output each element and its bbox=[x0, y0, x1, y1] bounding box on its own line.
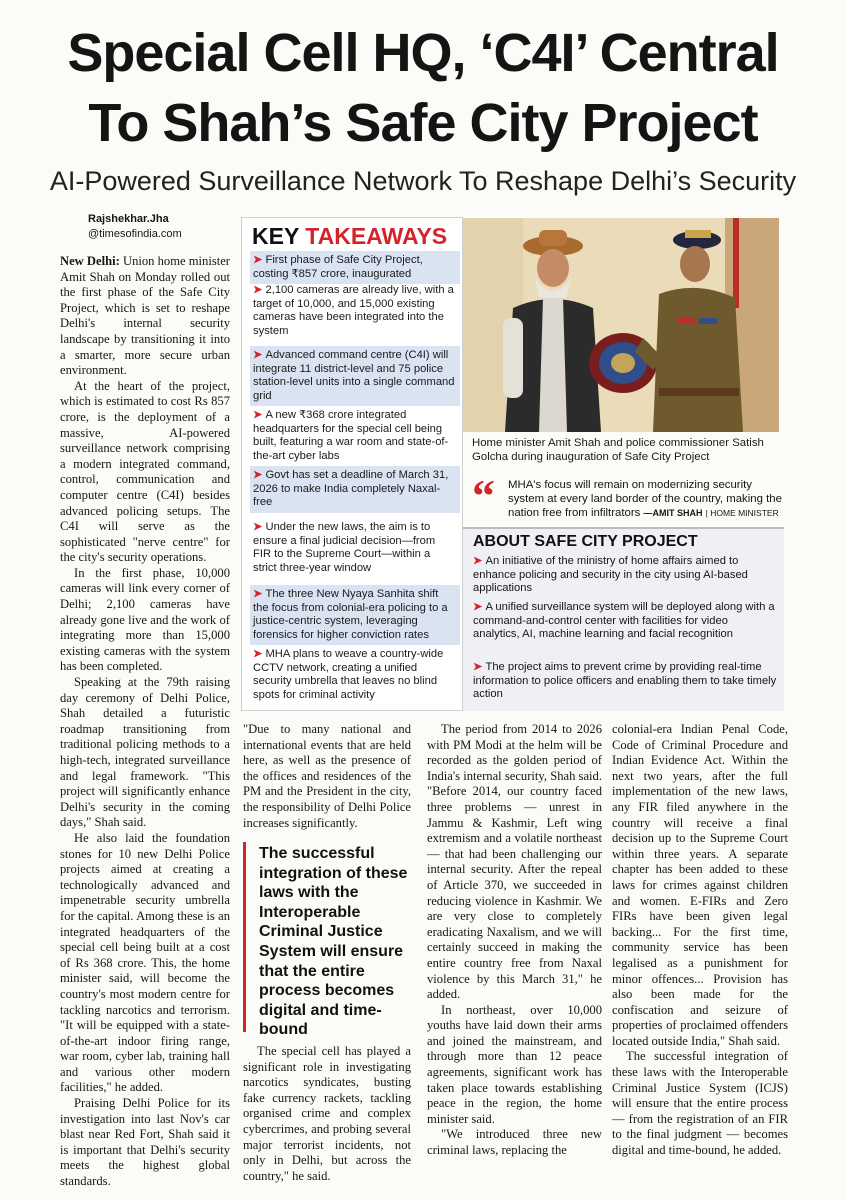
pull-quote-shah: MHA's focus will remain on modernizing security system at every land border of the country, making the nation free from infiltrators —AMIT SHAH | HOME MINISTER bbox=[508, 479, 782, 519]
photo-caption: Home minister Amit Shah and police commissioner Satish Golcha during inauguration of Safe City Project bbox=[472, 437, 764, 463]
takeaway-item: ➤ 2,100 cameras are already live, with a target of 10,000, and 15,000 existing cameras have been integrated into the system bbox=[253, 284, 454, 337]
quote-role: HOME MINISTER bbox=[710, 508, 779, 518]
article-paragraph: colonial-era Indian Penal Code, Code of Criminal Procedure and Indian Evidence Act. Within the next two years, after the full implementation of the new laws, any FIR filed anywhere in the country will receive a final decision up to the Supreme Court within three years. A separate chapter has been added to these laws for crimes against children and women. E-FIRs and Zero FIRs have been given legal backing... For the first time, community service has been legalised as a punishment for minor offences... Provision has also been made for the confiscation and seizure of properties of proclaimed offenders located outside India," Shah said. bbox=[612, 722, 788, 1048]
article-paragraph: The period from 2014 to 2026 with PM Modi at the helm will be recorded as the golden period of India's internal security, Shah said. "Before 2014, our country faced three problems — unrest in Jammu & Kashmir, Left wing extremism and a volatile northeast — that had been challenging our internal security. After the repeal of Article 370, we succeeded in reducing violence in Kashmir. We are very close to completely eradicating Naxalism, and we will certainly succeed in making the entire country free from Naxal violence by this March 31," he added. bbox=[427, 722, 602, 1002]
takeaway-item: ➤ Advanced command centre (C4I) will integrate 11 district-level and 75 police station-level units into a single command grid bbox=[250, 346, 460, 406]
article-column-2 bbox=[243, 722, 411, 831]
article-paragraph: Speaking at the 79th raising day ceremony of Delhi Police, Shah detailed a futuristic roadmap transitioning from traditional policing methods to a high-tech, integrated surveillance and legal framework. "This project will significantly enhance Delhi's security in the coming days," Shah said. bbox=[60, 675, 230, 830]
article-column-3 bbox=[427, 722, 602, 1159]
byline-handle: @timesofindia.com bbox=[88, 228, 182, 240]
article-column-1 bbox=[60, 254, 230, 1190]
article-paragraph: "Due to many national and international events that are held here, as well as the presence of the offices and residences of the PM and the President in the city, the responsibility of Delhi Police increases significantly. bbox=[243, 722, 411, 830]
quote-mark-icon: “ bbox=[472, 470, 495, 521]
pull-quote-text: The successful integration of these laws with the Interoperable Criminal Justice System will ensure that the entire process becomes digital and time-bound bbox=[259, 845, 408, 1039]
quote-text: MHA's focus will remain on modernizing security system at every land border of the country, making the nation free from infiltrators bbox=[508, 479, 782, 519]
byline bbox=[88, 212, 182, 242]
article-paragraph: He also laid the foundation stones for 10 new Delhi Police projects aimed at creating a technologically advanced and impenetrable security umbrella for the capital. Among these is an integrated headquarters of the special cell being built at a cost of Rs 368 crore. This, the home minister said, will become the country's most modern centre for tackling narcotics and terrorism. "It will be equipped with a state-of-the-art indoor firing range, war room, cyber lab, training hall and various other modern facilities," he added. bbox=[60, 830, 230, 1095]
article-paragraph: The successful integration of these laws with the Interoperable Criminal Justice System (ICJS) will ensure that the entire process — from the registration of an FIR to the final judgment — becomes digital and time-bound, he added. bbox=[612, 1049, 788, 1158]
article-column-4 bbox=[612, 722, 788, 1159]
article-paragraph: In northeast, over 10,000 youths have laid down their arms and joined the mainstream, and through more than 12 peace agreements, significant work has taken place towards establishing peace in the region, the home minister said. bbox=[427, 1002, 602, 1126]
article-column-2-lower bbox=[243, 1044, 411, 1184]
headline-line-1: Special Cell HQ, ‘C4I’ Central bbox=[67, 23, 779, 83]
takeaway-item: ➤ MHA plans to weave a country-wide CCTV network, creating a unified security umbrella that leaves no blind spots for criminal activity bbox=[253, 648, 444, 701]
article-paragraph: At the heart of the project, which is estimated to cost Rs 857 crore, is the deployment of a massive, AI-powered surveillance network comprising a modern integrated command, control, communication and computer centre (C4I) besides advanced policing setups. The C4I will serve as the sophisticated "nerve centre" for the city's security operations. bbox=[60, 378, 230, 565]
takeaway-item: ➤ Govt has set a deadline of March 31, 2026 to make India completely Naxal-free bbox=[250, 466, 460, 513]
dateline: New Delhi: bbox=[60, 254, 120, 268]
about-item: ➤ A unified surveillance system will be deployed along with a command-and-control center with facilities for video analytics, AI, machine learning and facial recognition bbox=[473, 601, 775, 641]
article-paragraph: The special cell has played a significant role in investigating narcotics syndicates, busting fake currency rackets, tackling organised crime and complex cybercrimes, and probing several major terrorist incidents, not only in Delhi, but across the country," he said. bbox=[243, 1044, 411, 1183]
about-item: ➤ The project aims to prevent crime by providing real-time information to police officers and enabling them to take timely action bbox=[473, 661, 777, 701]
article-paragraph: In the first phase, 10,000 cameras will link every corner of Delhi; 2,100 cameras have already gone live and the work of integrating more than 15,000 existing cameras with the system has been completed. bbox=[60, 565, 230, 674]
takeaway-item: ➤ First phase of Safe City Project, costing ₹857 crore, inaugurated bbox=[250, 251, 460, 284]
quote-attribution: —AMIT SHAH bbox=[643, 508, 703, 518]
pull-quote-bar bbox=[243, 842, 246, 1032]
headline-line-2: To Shah’s Safe City Project bbox=[88, 93, 758, 153]
photo-illustration bbox=[463, 218, 779, 432]
takeaway-item: ➤ The three New Nyaya Sanhita shift the focus from colonial-era policing to a justice-centric system, leveraging forensics for higher conviction rates bbox=[250, 585, 460, 645]
about-title: ABOUT SAFE CITY PROJECT bbox=[473, 533, 698, 550]
article-paragraph: Praising Delhi Police for its investigation into last Nov's car blast near Red Fort, Shah said it is important that Delhi's security meets the highest global standards. bbox=[60, 1096, 230, 1189]
subheadline: AI-Powered Surveillance Network To Reshape Delhi’s Security bbox=[49, 166, 797, 196]
takeaway-item: ➤ A new ₹368 crore integrated headquarters for the special cell being built, featuring a war room and state-of-the-art cyber labs bbox=[253, 409, 449, 462]
about-safe-city-box bbox=[463, 527, 784, 711]
article-paragraph: "We introduced three new criminal laws, replacing the bbox=[427, 1127, 602, 1158]
news-photo bbox=[463, 218, 779, 432]
byline-name: Rajshekhar.Jha bbox=[88, 213, 169, 225]
about-item: ➤ An initiative of the ministry of home affairs aimed to enhance policing and security in the city using AI-based applications bbox=[473, 555, 748, 595]
article-paragraph: New Delhi: Union home minister Amit Shah on Monday rolled out the first phase of the Safe City Project, which is set to reshape Delhi's internal security landscape by transitioning it into a smarter, more secure urban environment. bbox=[60, 254, 231, 378]
takeaway-item: ➤ Under the new laws, the aim is to ensure a final judicial decision—from FIR to the Supreme Court—within a strict three-year window bbox=[253, 521, 436, 574]
key-takeaways-box bbox=[241, 217, 463, 711]
key-takeaways-title: KEY TAKEAWAYS bbox=[252, 223, 448, 249]
